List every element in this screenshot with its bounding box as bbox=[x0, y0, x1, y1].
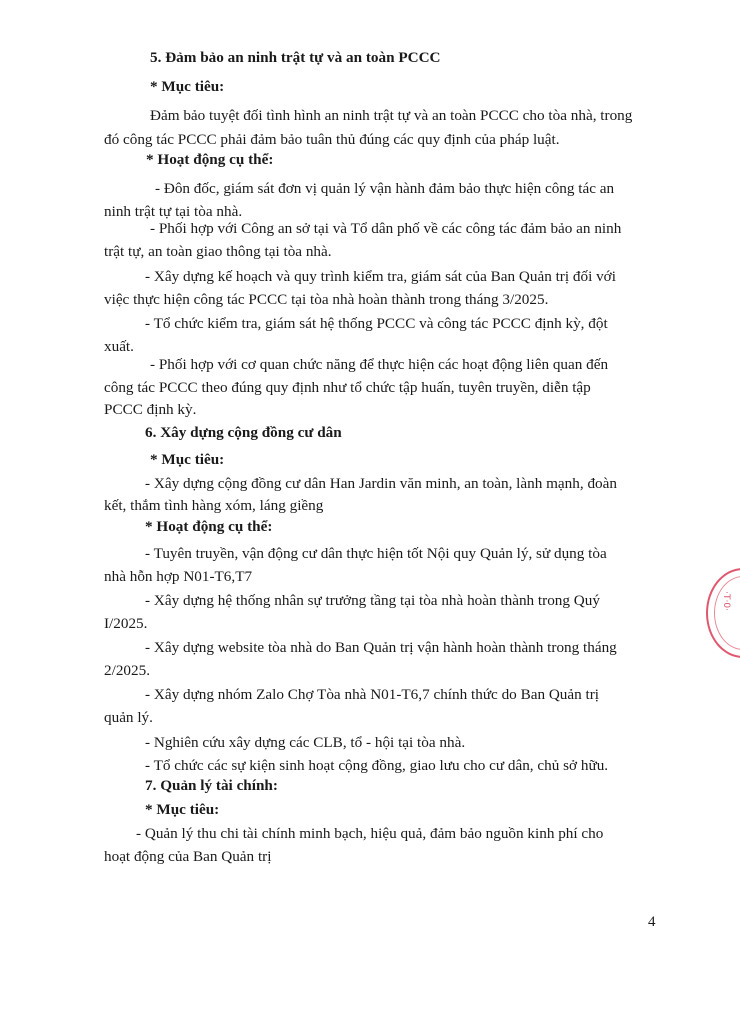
list-item: - Tuyên truyền, vận động cư dân thực hiện tốt Nội quy Quản lý, sử dụng tòa bbox=[145, 545, 607, 562]
goal-label: * Mục tiêu: bbox=[145, 801, 220, 818]
section-6-heading: 6. Xây dựng cộng đồng cư dân bbox=[145, 424, 342, 441]
list-item-continuation: xuất. bbox=[104, 338, 134, 355]
list-item: - Phối hợp với cơ quan chức năng để thực hiện các hoạt động liên quan đến bbox=[150, 356, 609, 373]
activities-label: * Hoạt động cụ thể: bbox=[146, 151, 274, 168]
list-item: - Xây dựng cộng đồng cư dân Han Jardin văn minh, an toàn, lành mạnh, đoàn bbox=[145, 475, 617, 492]
list-item-continuation: PCCC định kỳ. bbox=[104, 401, 197, 418]
list-item: - Xây dựng website tòa nhà do Ban Quản trị vận hành hoàn thành trong tháng bbox=[145, 639, 617, 656]
section-7-heading: 7. Quản lý tài chính: bbox=[145, 777, 278, 794]
list-item: - Xây dựng nhóm Zalo Chợ Tòa nhà N01-T6,7 chính thức do Ban Quản trị bbox=[145, 686, 600, 703]
list-item-continuation: kết, thắm tình hàng xóm, láng giềng bbox=[104, 497, 324, 514]
seal-text: ·T·0· bbox=[720, 591, 731, 611]
list-item: - Đôn đốc, giám sát đơn vị quản lý vận hành đảm bảo thực hiện công tác an bbox=[155, 180, 615, 197]
list-item-continuation: quản lý. bbox=[104, 709, 153, 726]
list-item: - Tổ chức các sự kiện sinh hoạt cộng đồng, giao lưu cho cư dân, chủ sở hữu. bbox=[145, 757, 609, 774]
list-item-continuation: công tác PCCC theo đúng quy định như tổ chức tập huấn, tuyên truyền, diễn tập bbox=[104, 379, 591, 396]
list-item: - Xây dựng kế hoạch và quy trình kiểm tra, giám sát của Ban Quản trị đối với bbox=[145, 268, 616, 285]
goal-label: * Mục tiêu: bbox=[150, 78, 225, 95]
activities-label: * Hoạt động cụ thể: bbox=[145, 518, 273, 535]
list-item-continuation: việc thực hiện công tác PCCC tại tòa nhà hoàn thành trong tháng 3/2025. bbox=[104, 291, 549, 308]
seal-inner-ring bbox=[714, 576, 740, 650]
list-item: - Xây dựng hệ thống nhân sự trưởng tầng tại tòa nhà hoàn thành trong Quý bbox=[145, 592, 600, 609]
list-item-continuation: I/2025. bbox=[104, 615, 148, 632]
list-item: - Quản lý thu chi tài chính minh bạch, hiệu quả, đảm bảo nguồn kinh phí cho bbox=[136, 825, 604, 842]
list-item: - Tổ chức kiểm tra, giám sát hệ thống PCCC và công tác PCCC định kỳ, đột bbox=[145, 315, 608, 332]
paragraph-line: đó công tác PCCC phải đảm bảo tuân thủ đúng các quy định của pháp luật. bbox=[104, 131, 560, 148]
list-item-continuation: 2/2025. bbox=[104, 662, 150, 679]
list-item: - Nghiên cứu xây dựng các CLB, tổ - hội tại tòa nhà. bbox=[145, 734, 466, 751]
goal-label: * Mục tiêu: bbox=[150, 451, 225, 468]
list-item-continuation: trật tự, an toàn giao thông tại tòa nhà. bbox=[104, 243, 332, 260]
section-5-heading: 5. Đảm bảo an ninh trật tự và an toàn PCCC bbox=[150, 49, 441, 66]
list-item: - Phối hợp với Công an sở tại và Tổ dân phố về các công tác đảm bảo an ninh bbox=[150, 220, 622, 237]
list-item-continuation: nhà hỗn hợp N01-T6,T7 bbox=[104, 568, 253, 585]
page-number: 4 bbox=[648, 914, 656, 930]
list-item-continuation: ninh trật tự tại tòa nhà. bbox=[104, 203, 243, 220]
paragraph-line: Đảm bảo tuyệt đối tình hình an ninh trật tự và an toàn PCCC cho tòa nhà, trong bbox=[150, 107, 633, 124]
list-item-continuation: hoạt động của Ban Quản trị bbox=[104, 848, 272, 865]
red-seal-stamp bbox=[706, 568, 740, 658]
